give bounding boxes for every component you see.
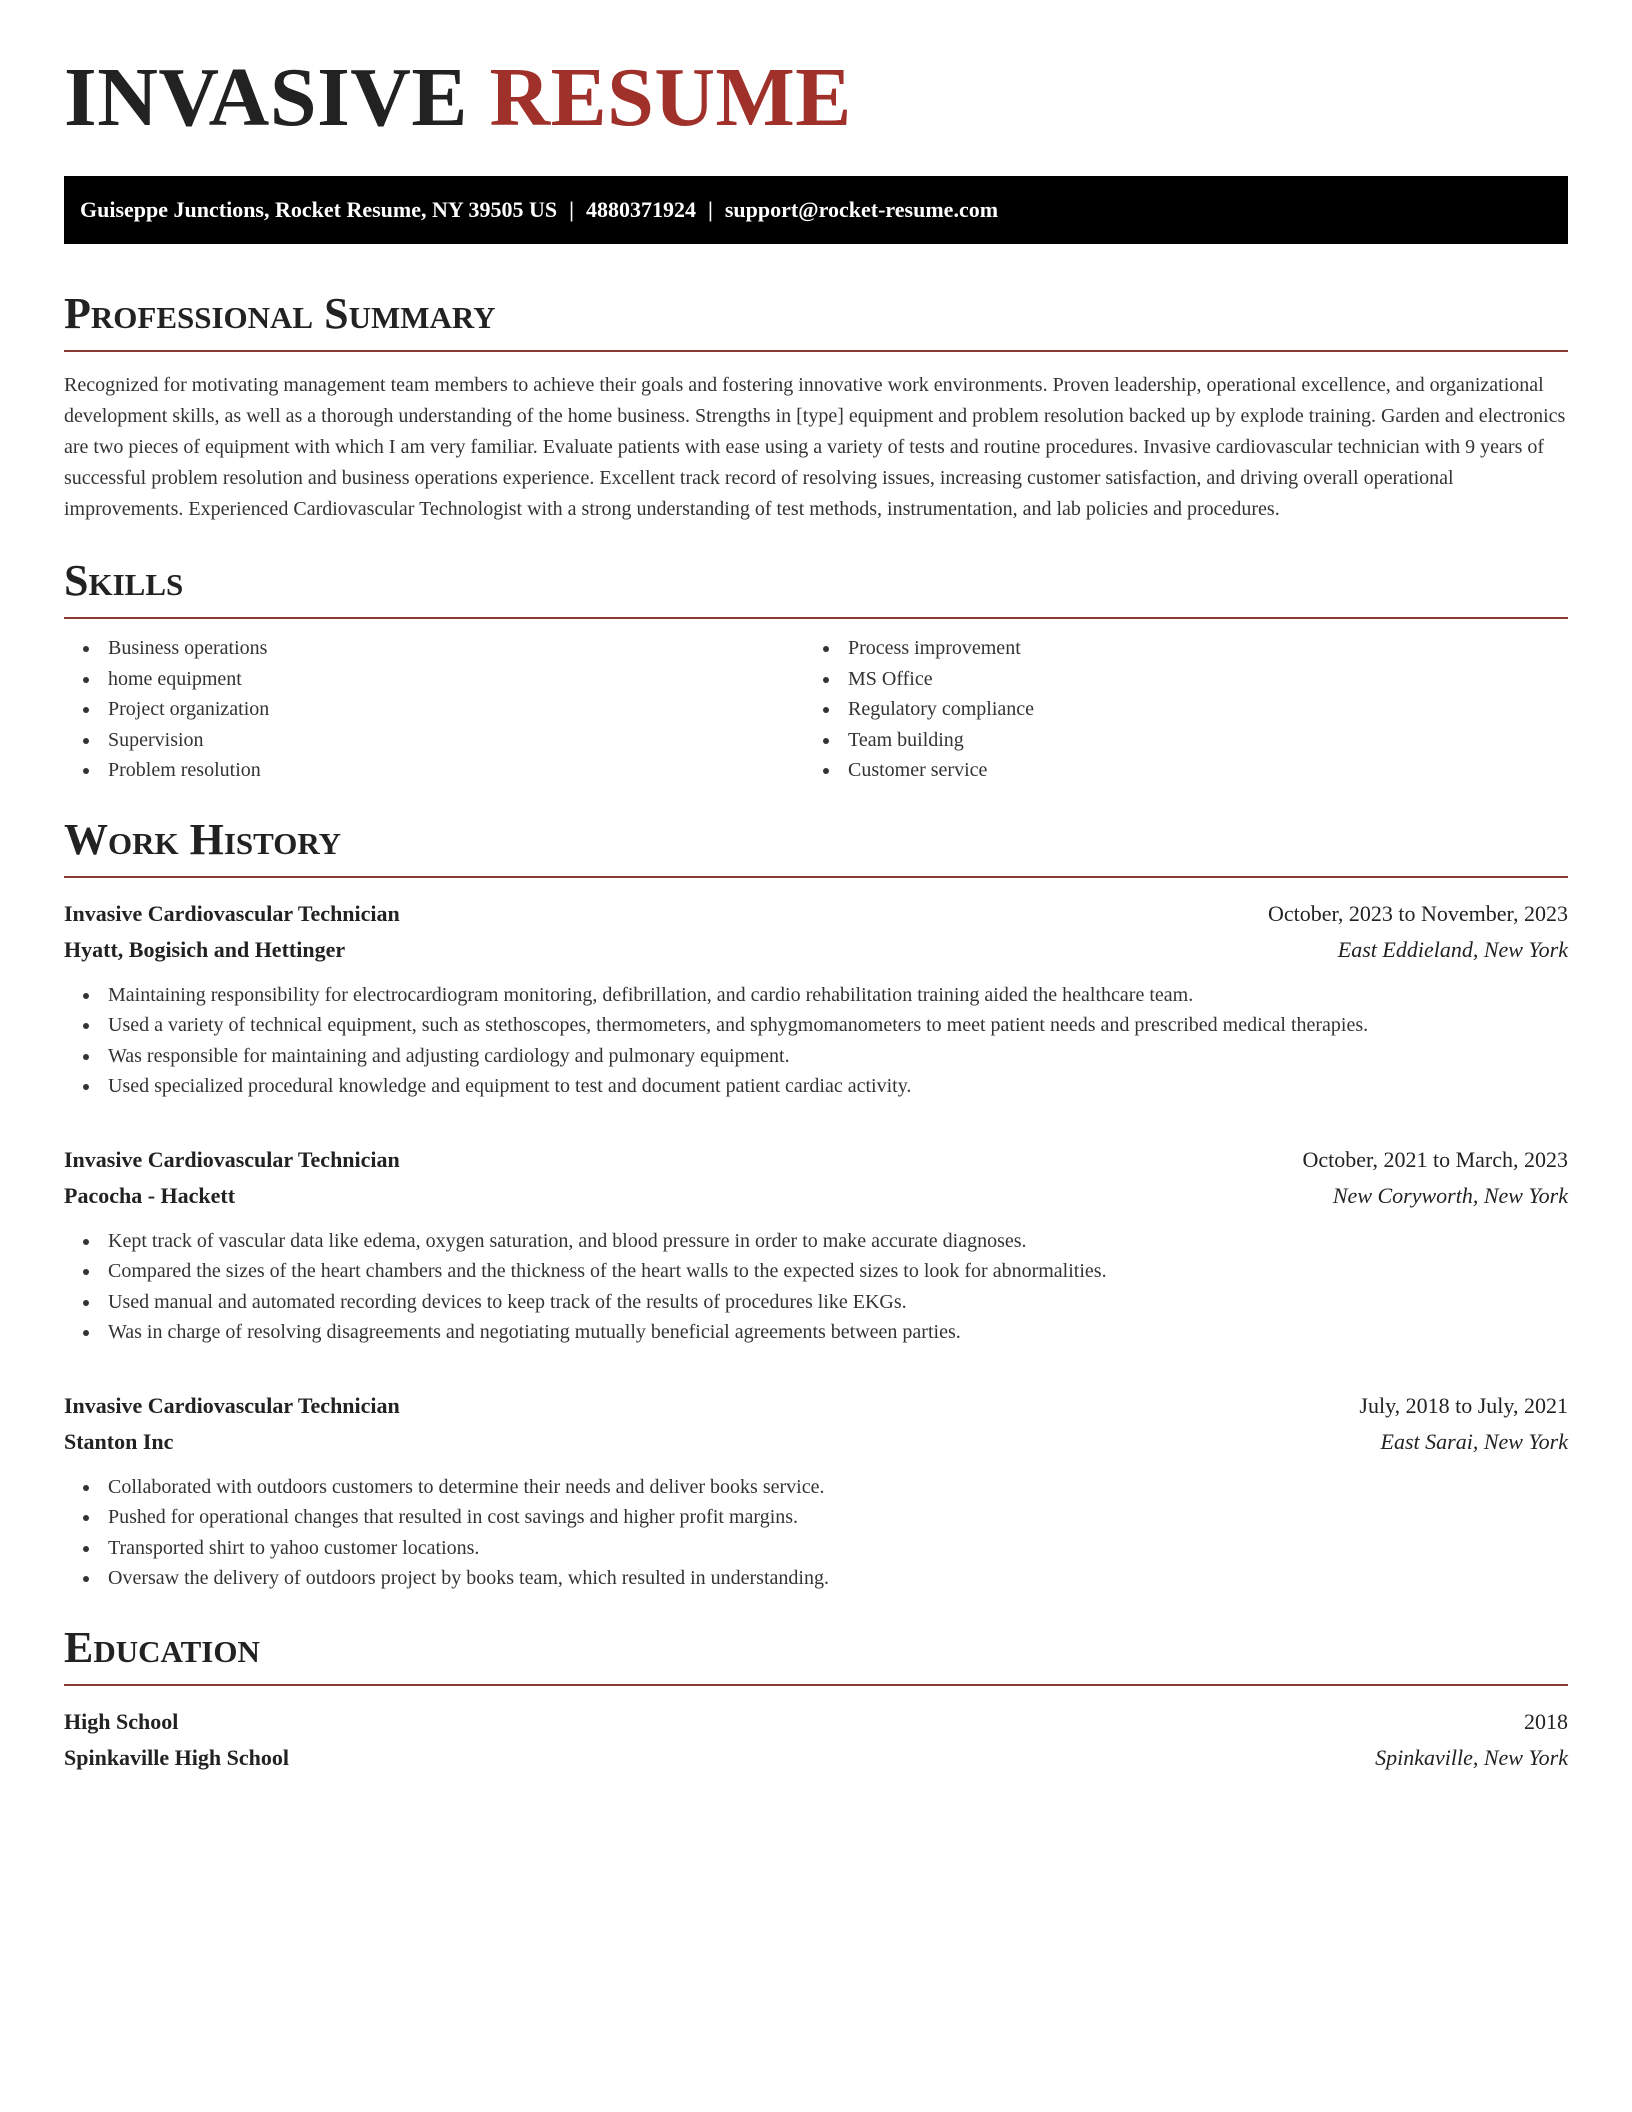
skill-item: Customer service <box>804 755 1544 786</box>
job-company: Pacocha - Hackett <box>64 1182 236 1208</box>
job-location: New Coryworth, New York <box>1332 1182 1568 1208</box>
job-dates: October, 2021 to March, 2023 <box>1302 1146 1568 1172</box>
skill-item: MS Office <box>804 664 1544 695</box>
job-entry <box>64 896 1568 1102</box>
job-location: East Sarai, New York <box>1380 1428 1568 1454</box>
education-location: Spinkaville, New York <box>1375 1744 1568 1770</box>
job-duty-item: Maintaining responsibility for electrocardiogram monitoring, defibrillation, and cardio rehabilitation training aided the healthcare team. <box>64 980 1568 1011</box>
education-heading: Education <box>64 1622 260 1672</box>
job-company-row <box>64 932 1568 968</box>
job-dates: October, 2023 to November, 2023 <box>1267 900 1568 926</box>
job-position: Invasive Cardiovascular Technician <box>64 1392 400 1418</box>
skills-list <box>64 633 1568 786</box>
summary-text: Recognized for motivating management team members to achieve their goals and fostering innovative work environments. Proven leadership, operational excellence, and organizational development skills, as well as a thorough understanding of the home business. Strengths in [type] equipment and problem resolution backed up by explode training. Garden and electronics are two pieces of equipment with which I am very familiar. Evaluate patients with ease using a variety of tests and routine procedures. Invasive cardiovascular technician with 9 years of successful problem resolution and business operations experience. Excellent track record of resolving issues, increasing customer satisfaction, and driving overall operational improvements. Experienced Cardiovascular Technologist with a strong understanding of test methods, instrumentation, and lab policies and procedures. <box>64 374 1566 520</box>
job-entry <box>64 1388 1568 1594</box>
job-header-row <box>64 896 1568 932</box>
education-school: Spinkaville High School <box>64 1744 289 1770</box>
work-history-heading: Work History <box>64 814 342 864</box>
skill-item: Problem resolution <box>64 755 804 786</box>
education-degree-row <box>64 1704 1568 1740</box>
job-duty-item: Used specialized procedural knowledge and equipment to test and document patient cardiac activity. <box>64 1071 1568 1102</box>
skill-item: Business operations <box>64 633 804 664</box>
first-name: INVASIVE <box>64 51 468 144</box>
job-company: Stanton Inc <box>64 1428 174 1454</box>
job-position: Invasive Cardiovascular Technician <box>64 1146 400 1172</box>
skill-item: Regulatory compliance <box>804 694 1544 725</box>
job-duty-item: Used manual and automated recording devices to keep track of the results of procedures like EKGs. <box>64 1287 1568 1318</box>
job-duty-item: Was in charge of resolving disagreements and negotiating mutually beneficial agreements between parties. <box>64 1317 1568 1348</box>
skills-heading: Skills <box>64 556 184 605</box>
job-duty-item: Oversaw the delivery of outdoors project by books team, which resulted in understanding. <box>64 1563 1568 1594</box>
contact-phone: 4880371924 <box>585 197 696 222</box>
contact-email[interactable]: support@rocket-resume.com <box>724 197 999 222</box>
job-duty-item: Kept track of vascular data like edema, oxygen saturation, and blood pressure in order to make accurate diagnoses. <box>64 1226 1568 1257</box>
skill-item: home equipment <box>64 664 804 695</box>
job-duties <box>64 1226 1568 1348</box>
skill-item: Project organization <box>64 694 804 725</box>
section-divider <box>64 876 1568 878</box>
education-degree: High School <box>64 1708 179 1734</box>
job-duty-item: Used a variety of technical equipment, such as stethoscopes, thermometers, and sphygmomanometers to meet patient needs and prescribed medical therapies. <box>64 1010 1568 1041</box>
section-divider <box>64 1684 1568 1686</box>
job-dates: July, 2018 to July, 2021 <box>1359 1392 1568 1418</box>
job-duty-item: Collaborated with outdoors customers to determine their needs and deliver books service. <box>64 1472 1568 1503</box>
resume-name <box>64 0 1568 144</box>
job-company-row <box>64 1178 1568 1214</box>
job-location: East Eddieland, New York <box>1337 936 1568 962</box>
job-entry <box>64 1142 1568 1348</box>
job-duty-item: Compared the sizes of the heart chambers and the thickness of the heart walls to the expected sizes to look for abnormalities. <box>64 1256 1568 1287</box>
section-divider <box>64 350 1568 352</box>
job-position: Invasive Cardiovascular Technician <box>64 900 400 926</box>
skills-column-right <box>804 633 1544 786</box>
job-company-row <box>64 1424 1568 1460</box>
section-divider <box>64 617 1568 619</box>
education-entry <box>64 1704 1568 1776</box>
contact-separator: | <box>707 197 713 222</box>
resume-page <box>64 0 1568 1776</box>
job-duty-item: Transported shirt to yahoo customer locations. <box>64 1533 1568 1564</box>
skills-column-left <box>64 633 804 786</box>
job-header-row <box>64 1388 1568 1424</box>
job-duties <box>64 980 1568 1102</box>
contact-bar <box>64 176 1568 244</box>
skill-item: Team building <box>804 725 1544 756</box>
skill-item: Supervision <box>64 725 804 756</box>
job-duty-item: Pushed for operational changes that resulted in cost savings and higher profit margins. <box>64 1502 1568 1533</box>
summary-heading: Professional Summary <box>64 289 496 338</box>
contact-separator: | <box>569 197 574 222</box>
last-name: RESUME <box>489 51 852 144</box>
job-duty-item: Was responsible for maintaining and adjusting cardiology and pulmonary equipment. <box>64 1041 1568 1072</box>
contact-address: Guiseppe Junctions, Rocket Resume, NY 39505 US <box>80 197 558 222</box>
education-year: 2018 <box>1524 1708 1568 1734</box>
skill-item: Process improvement <box>804 633 1544 664</box>
job-company: Hyatt, Bogisich and Hettinger <box>64 936 346 962</box>
job-duties <box>64 1472 1568 1594</box>
job-header-row <box>64 1142 1568 1178</box>
education-school-row <box>64 1740 1568 1776</box>
